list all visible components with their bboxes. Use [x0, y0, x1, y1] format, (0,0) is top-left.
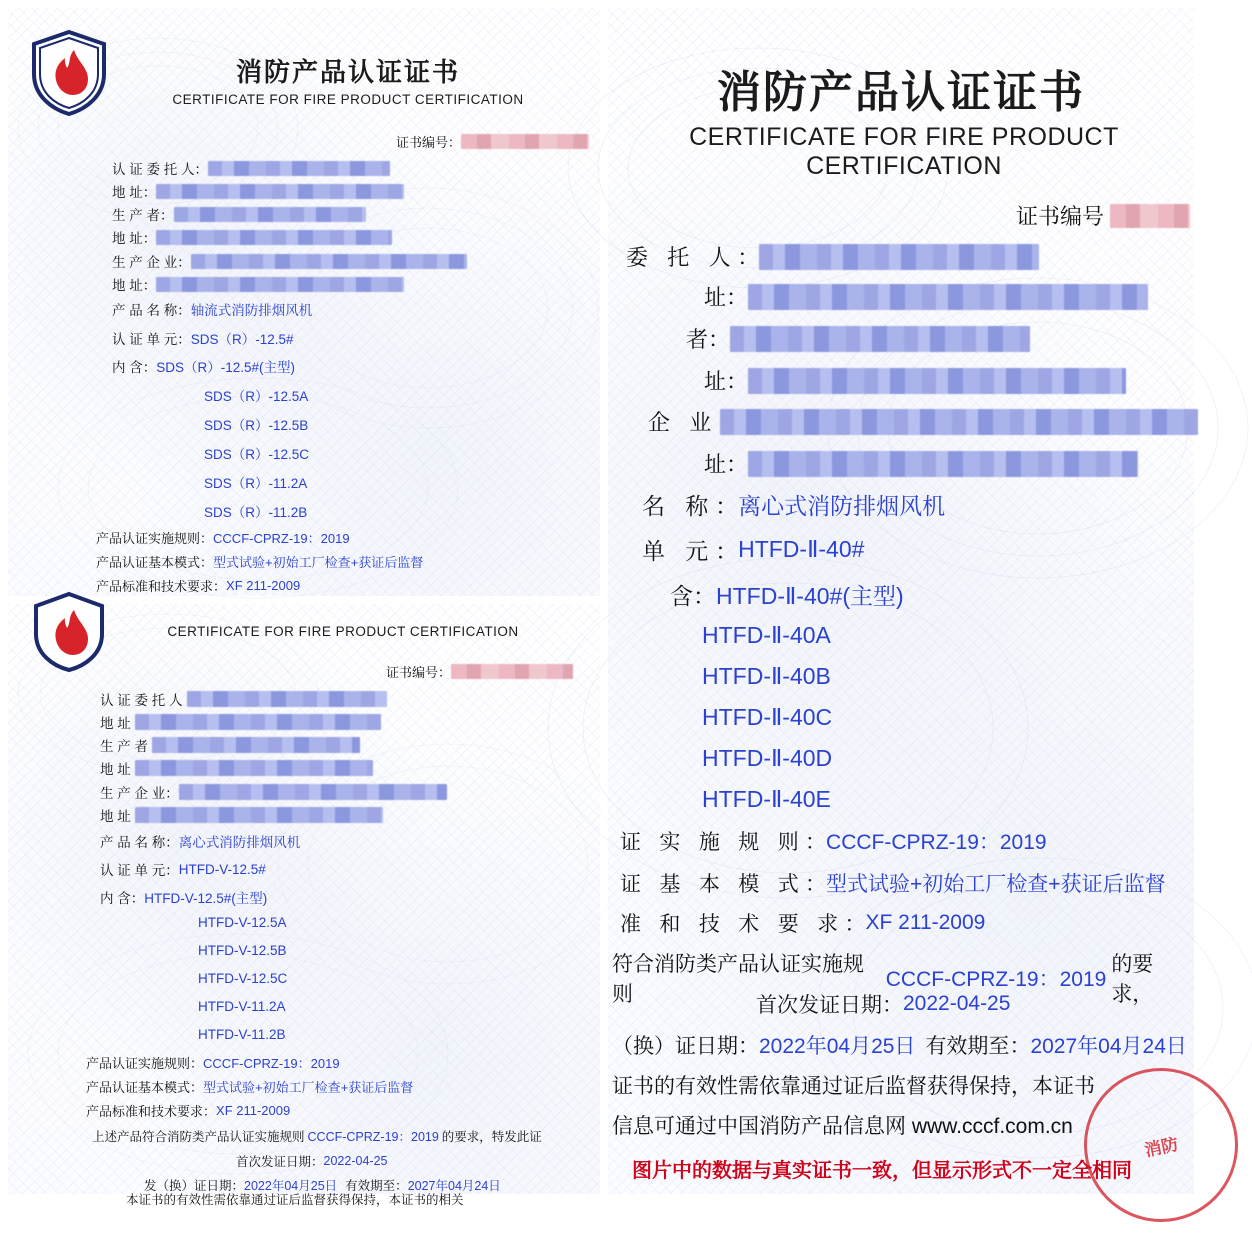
page-title-en: CERTIFICATE FOR FIRE PRODUCT CERTIFICATION [172, 92, 524, 107]
address-redacted [135, 714, 381, 730]
factory-label: 企 业 [648, 410, 718, 435]
colon: ： [213, 579, 227, 594]
statement-prefix: 符合消防类产品认证实施规则 [612, 953, 864, 1006]
colon: ： [160, 208, 174, 223]
rule-value: CCCF-CPRZ-19：2019 [213, 531, 350, 546]
official-seal-stamp [1070, 1054, 1252, 1236]
content-label: 含 [670, 583, 693, 609]
colon: ： [737, 245, 760, 270]
statement-prefix: 上述产品符合消防类产品认证实施规则 [92, 1130, 305, 1144]
issue-value: 2022年04月25日 [759, 1035, 916, 1058]
issue-label: （换）证日期 [612, 1035, 738, 1058]
producer-label: 者 [686, 327, 709, 352]
colon: ： [165, 786, 179, 801]
cert-unit-value: HTFD-Ⅱ-40# [738, 536, 865, 562]
content-value-0: HTFD-Ⅱ-40#(主型) [716, 583, 904, 609]
field-row-client [100, 689, 387, 709]
factory-redacted [720, 409, 1198, 435]
rule-value: CCCF-CPRZ-19：2019 [826, 831, 1047, 854]
field-row-producer [100, 735, 360, 755]
cert-unit-value: HTFD-V-12.5# [178, 861, 266, 877]
colon: ： [805, 873, 827, 896]
content-label: 内 含 [100, 891, 131, 906]
address2-label: 地 址 [112, 231, 143, 246]
colon: ： [200, 555, 214, 570]
product-name-value: 离心式消防排烟风机 [738, 493, 946, 519]
page-title-en: CERTIFICATE FOR FIRE PRODUCT CERTIFICATION [689, 123, 1119, 180]
content-value-5: HTFD-Ⅱ-40E [702, 786, 831, 812]
mode-value: 型式试验+初始工厂检查+获证后监督 [826, 873, 1166, 896]
page-title-cn: 消防产品认证证书 [235, 57, 460, 87]
content-value-0: HTFD-V-12.5#(主型) [144, 891, 268, 906]
client-redacted [759, 244, 1039, 270]
field-row-cert-unit [112, 328, 294, 348]
client-redacted [187, 691, 387, 707]
colon: ： [311, 1155, 324, 1169]
page-title-cn: 消防产品认证证书 [717, 68, 1085, 117]
rule-label: 产品认证实施规则 [96, 531, 201, 546]
colon: ： [738, 1035, 759, 1058]
colon: ： [142, 360, 157, 375]
cert-no-label: 证书编号 [386, 665, 439, 680]
colon: ： [194, 162, 209, 177]
field-row-producer [686, 323, 1030, 354]
address-redacted [748, 284, 1148, 310]
fire-shield-logo-icon [32, 608, 106, 670]
field-row-product-name [642, 488, 945, 521]
content-value-4: SDS（R）-11.2A [204, 476, 308, 491]
field-row-producer [112, 204, 366, 224]
colon: ： [142, 185, 157, 200]
colon: ： [190, 1080, 204, 1095]
factory-label: 生 产 企 业 [100, 786, 166, 801]
factory-redacted [191, 254, 467, 269]
content-value-2: HTFD-Ⅱ-40B [702, 663, 831, 689]
content-value-4: HTFD-Ⅱ-40D [702, 745, 833, 771]
address-label: 地 址 [100, 716, 131, 731]
field-row-factory [100, 782, 447, 802]
colon: ： [726, 369, 749, 394]
address2-redacted [135, 760, 373, 776]
field-row-mode [96, 552, 423, 571]
colon: ： [395, 1179, 408, 1193]
content-value-4: HTFD-V-11.2A [198, 999, 286, 1014]
first-issue-row [236, 1152, 387, 1170]
colon: ： [165, 835, 179, 850]
first-issue-label: 首次发证日期 [756, 994, 882, 1017]
colon: ： [203, 1104, 217, 1119]
content-value-1: HTFD-V-12.5A [198, 915, 287, 930]
producer-redacted [152, 737, 360, 753]
product-name-label: 名 称 [642, 493, 716, 519]
cert-unit-label: 认 证 单 元 [112, 332, 178, 347]
product-name-label: 产 品 名 称 [100, 835, 166, 850]
content-value-5: SDS（R）-11.2B [204, 505, 308, 520]
content-value-5: HTFD-V-11.2B [198, 1027, 286, 1042]
field-row-standard [620, 908, 985, 938]
producer-label: 生 产 者 [112, 208, 161, 223]
mode-label: 产品认证基本模式 [86, 1080, 191, 1095]
watermark-notice: 图片中的数据与真实证书一致，但显示形式不一定全相同 [632, 1160, 1132, 1182]
cert-no-redacted [451, 664, 573, 679]
content-value-3: SDS（R）-12.5C [204, 447, 310, 462]
address3-label: 地 址 [100, 809, 131, 824]
field-row-content [670, 578, 904, 611]
cert-no-row [386, 662, 573, 681]
address3-label: 地 址 [112, 278, 143, 293]
colon: ： [200, 531, 214, 546]
producer-label: 生 产 者 [100, 739, 149, 754]
issue-value: 2022年04月25日 [244, 1179, 338, 1193]
cert-no-redacted [1110, 204, 1190, 228]
cert-unit-label: 认 证 单 元 [100, 863, 166, 878]
colon: ： [693, 583, 716, 609]
field-row-address [704, 281, 1148, 312]
valid-label: 有效期至 [345, 1179, 396, 1193]
bottom-note: 本证书的有效性需依靠通过证后监督获得保持，本证书的相关 [126, 1193, 464, 1207]
note-line-2: 信息可通过中国消防产品信息网 www.cccf.com.cn [612, 1115, 1073, 1138]
cert-no-row [396, 132, 589, 151]
field-row-mode [620, 868, 1166, 898]
content-value-1: HTFD-Ⅱ-40A [702, 622, 831, 648]
first-issue-row [756, 989, 1010, 1019]
field-row-address2 [100, 758, 373, 778]
field-row-standard [96, 576, 300, 595]
mode-value: 型式试验+初始工厂检查+获证后监督 [213, 555, 424, 570]
colon: ： [130, 891, 145, 906]
field-row-client [626, 241, 1039, 272]
colon: ： [438, 665, 452, 680]
address-label: 址 [704, 285, 727, 310]
field-row-cert-unit [100, 859, 266, 879]
standard-value: XF 211-2009 [216, 1103, 291, 1118]
address3-redacted [135, 807, 383, 823]
seal-text: 消防 [1142, 1134, 1181, 1160]
statement-rule: CCCF-CPRZ-19：2019 [885, 968, 1107, 991]
certificate-top-left [8, 8, 600, 596]
colon: ： [142, 278, 157, 293]
colon: ： [708, 327, 731, 352]
field-row-client [112, 158, 390, 178]
client-label: 认 证 委 托 人 [112, 162, 195, 177]
colon: ： [142, 231, 157, 246]
producer-redacted [730, 326, 1030, 352]
valid-label: 有效期至 [925, 1035, 1010, 1058]
statement-row [92, 1127, 542, 1145]
address2-label: 址 [704, 369, 727, 394]
certificate-bottom-left [8, 604, 600, 1207]
field-row-rule [96, 528, 350, 547]
colon: ： [726, 452, 749, 477]
address3-redacted [156, 277, 404, 292]
mode-label: 产品认证基本模式 [96, 555, 201, 570]
colon: ： [448, 135, 462, 150]
field-row-product-name [112, 299, 312, 319]
content-value-3: HTFD-V-12.5C [198, 971, 288, 986]
address2-redacted [748, 368, 1126, 394]
valid-value: 2027年04月24日 [407, 1179, 501, 1193]
content-value-3: HTFD-Ⅱ-40C [702, 704, 833, 730]
field-row-mode [86, 1077, 413, 1096]
rule-label: 证 实 施 规 则 [620, 831, 806, 854]
field-row-address2 [704, 365, 1126, 396]
first-issue-value: 2022-04-25 [323, 1154, 388, 1168]
address2-redacted [156, 230, 392, 245]
colon: ： [177, 332, 191, 347]
field-row-address [100, 712, 381, 732]
fire-shield-logo-icon [30, 30, 108, 116]
standard-label: 产品标准和技术要求 [86, 1104, 204, 1119]
content-value-1: SDS（R）-12.5A [204, 389, 309, 404]
cert-no-row [1016, 200, 1190, 231]
rule-label: 产品认证实施规则 [86, 1056, 191, 1071]
issue-row [612, 1030, 1187, 1060]
colon: ： [882, 994, 903, 1017]
standard-label: 产品标准和技术要求 [96, 579, 214, 594]
factory-redacted [179, 784, 447, 800]
issue-label: 发（换）证日期 [144, 1179, 232, 1193]
colon: ： [715, 493, 739, 519]
colon: ： [231, 1179, 245, 1193]
statement-suffix: 的要求，特发此证 [441, 1130, 542, 1144]
first-issue-label: 首次发证日期 [236, 1155, 312, 1169]
field-row-rule [620, 826, 1047, 856]
factory-label: 生 产 企 业 [112, 255, 178, 270]
field-row-product-name [100, 831, 300, 851]
field-row-address2 [112, 227, 392, 247]
content-value-2: SDS（R）-12.5B [204, 418, 309, 433]
field-row-address3 [112, 274, 404, 294]
rule-value: CCCF-CPRZ-19：2019 [203, 1056, 340, 1071]
standard-value: XF 211-2009 [226, 578, 301, 593]
product-name-value: 轴流式消防排烟风机 [190, 303, 313, 318]
cert-unit-label: 单 元 [642, 538, 716, 564]
content-label: 内 含 [112, 360, 143, 375]
field-row-content [112, 356, 295, 376]
client-label: 认 证 委 托 人 [100, 693, 183, 708]
colon: ： [715, 538, 739, 564]
note-line-1: 证书的有效性需依靠通过证后监督获得保持，本证书 [612, 1075, 1095, 1098]
field-row-address3 [704, 448, 1138, 479]
field-row-address [112, 181, 404, 201]
first-issue-value: 2022-04-25 [903, 992, 1011, 1015]
product-name-label: 产 品 名 称 [112, 303, 178, 318]
colon: ： [726, 285, 749, 310]
colon: ： [165, 863, 179, 878]
address2-label: 地 址 [100, 762, 131, 777]
mode-label: 证 基 本 模 式 [620, 873, 806, 896]
field-row-content [100, 887, 267, 907]
client-redacted [208, 161, 390, 176]
colon: ： [844, 913, 866, 936]
field-row-cert-unit [642, 533, 864, 566]
certificate-right-zoom [608, 8, 1194, 1194]
page-title-en: CERTIFICATE FOR FIRE PRODUCT CERTIFICATION [167, 624, 519, 639]
producer-redacted [174, 207, 366, 222]
colon: ： [1009, 1035, 1031, 1058]
product-name-value: 离心式消防排烟风机 [178, 835, 301, 850]
valid-value: 2027年04月24日 [1030, 1035, 1187, 1058]
cert-no-redacted [461, 134, 589, 149]
statement-rule: CCCF-CPRZ-19：2019 [307, 1130, 439, 1144]
field-row-factory [648, 406, 1198, 437]
colon: ： [177, 255, 191, 270]
address-label: 地 址 [112, 185, 143, 200]
standard-value: XF 211-2009 [865, 911, 986, 934]
field-row-address3 [100, 805, 383, 825]
address3-label: 址 [704, 452, 727, 477]
content-value-0: SDS（R）-12.5#(主型) [156, 360, 296, 375]
standard-label: 准 和 技 术 要 求 [620, 913, 845, 936]
cert-unit-value: SDS（R）-12.5# [190, 332, 294, 347]
field-row-standard [86, 1101, 290, 1120]
client-label: 委 托 人 [626, 245, 738, 270]
colon: ： [190, 1056, 204, 1071]
colon: ： [177, 303, 191, 318]
cert-no-label: 证书编号 [396, 135, 449, 150]
mode-value: 型式试验+初始工厂检查+获证后监督 [203, 1080, 414, 1095]
colon: ： [805, 831, 827, 854]
content-value-2: HTFD-V-12.5B [198, 943, 287, 958]
field-row-factory [112, 251, 467, 271]
statement-suffix: 的要求， [1111, 953, 1154, 1006]
cert-no-label: 证书编号 [1016, 204, 1105, 229]
field-row-rule [86, 1053, 340, 1072]
address3-redacted [748, 451, 1138, 477]
address-redacted [156, 184, 404, 199]
